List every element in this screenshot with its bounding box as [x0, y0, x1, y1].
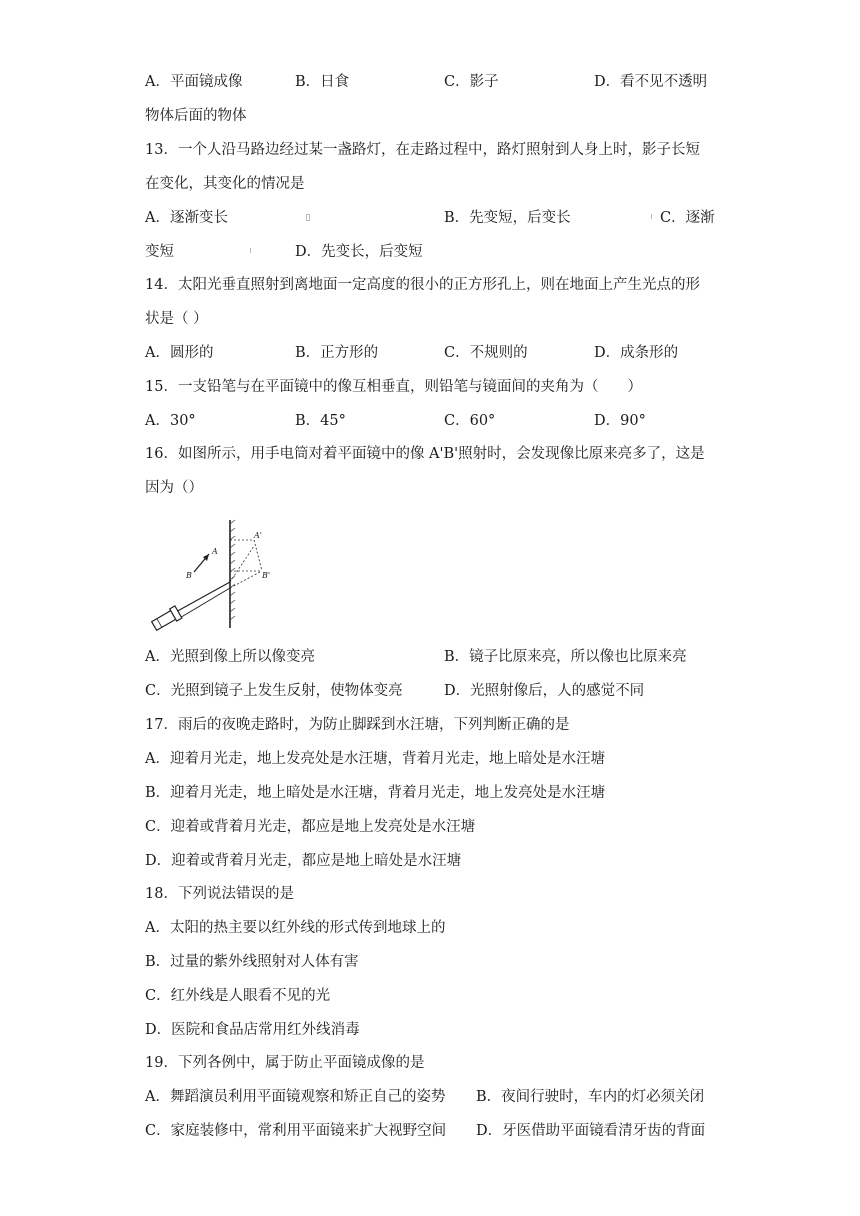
q15-option-b: B．45°	[295, 413, 346, 429]
light-beam-upper	[174, 582, 230, 613]
q12-option-a: A．平面镜成像	[145, 74, 243, 90]
q16-option-a: A．光照到像上所以像变亮	[145, 649, 315, 665]
q17-option-d: D．迎着或背着月光走，都应是地上暗处是水汪塘	[145, 853, 462, 869]
q18-option-c: C．红外线是人眼看不见的光	[145, 988, 331, 1004]
label-a: A	[212, 547, 218, 556]
label-a-prime: A'	[254, 531, 262, 540]
label-b: B	[186, 571, 192, 580]
q14-option-b: B．正方形的	[295, 345, 379, 361]
q14-stem-line2: 状是（ ）	[145, 311, 208, 327]
q15-stem: 15．一支铅笔与在平面镜中的像互相垂直，则铅笔与镜面间的夹角为（ ）	[145, 379, 642, 395]
q13-stem-line2: 在变化，其变化的情况是	[145, 176, 305, 192]
q16-figure-mirror-flashlight	[150, 516, 280, 632]
beam-to-image-dashed-2	[230, 572, 260, 588]
q19-option-b: B．夜间行驶时，车内的灯必须关闭	[476, 1089, 705, 1105]
q18-stem: 18．下列说法错误的是	[145, 886, 294, 902]
q17-option-c: C．迎着或背着月光走，都应是地上发亮处是水汪塘	[145, 819, 476, 835]
q17-stem: 17．雨后的夜晚走路时，为防止脚踩到水汪塘，下列判断正确的是	[145, 717, 570, 733]
q13-option-c-wrap: 变短	[145, 244, 174, 260]
image-ab-dashed	[254, 540, 262, 571]
mirror-diagram	[150, 516, 280, 632]
q18-option-d: D．医院和食品店常用红外线消毒	[145, 1022, 360, 1038]
q15-option-c: C．60°	[444, 413, 496, 429]
q14-stem-line1: 14．太阳光垂直照射到离地面一定高度的很小的正方形孔上，则在地面上产生光点的形	[145, 277, 700, 293]
q12-option-d: D．看不见不透明	[594, 74, 708, 90]
q18-option-b: B．过量的紫外线照射对人体有害	[145, 954, 359, 970]
beam-to-image-dashed	[230, 546, 254, 582]
q13-option-a: A．逐渐变长	[145, 210, 228, 226]
q14-option-a: A．圆形的	[145, 345, 214, 361]
q13-option-b: B．先变短，后变长	[444, 210, 571, 226]
q12-option-c: C．影子	[444, 74, 499, 90]
q15-option-a: A．30°	[145, 413, 196, 429]
q18-option-a: A．太阳的热主要以红外线的形式传到地球上的	[145, 920, 446, 936]
label-b-prime: B'	[262, 571, 271, 580]
q19-option-a: A．舞蹈演员利用平面镜观察和矫正自己的姿势	[145, 1089, 446, 1105]
q13-option-d: D．先变长，后变短	[295, 244, 423, 260]
q16-option-b: B．镜子比原来亮，所以像也比原来亮	[444, 649, 687, 665]
light-beam-lower	[178, 588, 230, 619]
flashlight-icon	[151, 606, 182, 632]
scan-artifact-mark	[250, 248, 251, 253]
q12-option-b: B．日食	[295, 74, 350, 90]
q14-option-c: C．不规则的	[444, 345, 528, 361]
q16-option-d: D．光照射像后，人的感觉不同	[444, 683, 645, 699]
q16-stem-line1: 16．如图所示，用手电筒对着平面镜中的像 A'B'照射时，会发现像比原来亮多了，这是	[145, 446, 705, 462]
q13-option-c: C．逐渐	[660, 210, 715, 226]
q13-stem-line1: 13．一个人沿马路边经过某一盏路灯，在走路过程中，路灯照射到人身上时，影子长短	[145, 142, 700, 158]
q19-option-d: D．牙医借助平面镜看清牙齿的背面	[476, 1123, 706, 1139]
q17-option-a: A．迎着月光走，地上发亮处是水汪塘，背着月光走，地上暗处是水汪塘	[145, 751, 605, 767]
q14-option-d: D．成条形的	[594, 345, 679, 361]
q16-stem-line2: 因为（）	[145, 480, 203, 496]
q19-stem: 19．下列各例中，属于防止平面镜成像的是	[145, 1055, 425, 1071]
q16-option-c: C．光照到镜子上发生反射，使物体变亮	[145, 683, 403, 699]
q15-option-d: D．90°	[594, 413, 646, 429]
scan-artifact-mark	[651, 214, 652, 219]
q19-option-c: C．家庭装修中，常利用平面镜来扩大视野空间	[145, 1123, 447, 1139]
scan-artifact-mark	[306, 214, 310, 221]
q12-option-d-wrap: 物体后面的物体	[145, 108, 247, 124]
q17-option-b: B．迎着月光走，地上暗处是水汪塘，背着月光走，地上发亮处是水汪塘	[145, 785, 606, 801]
